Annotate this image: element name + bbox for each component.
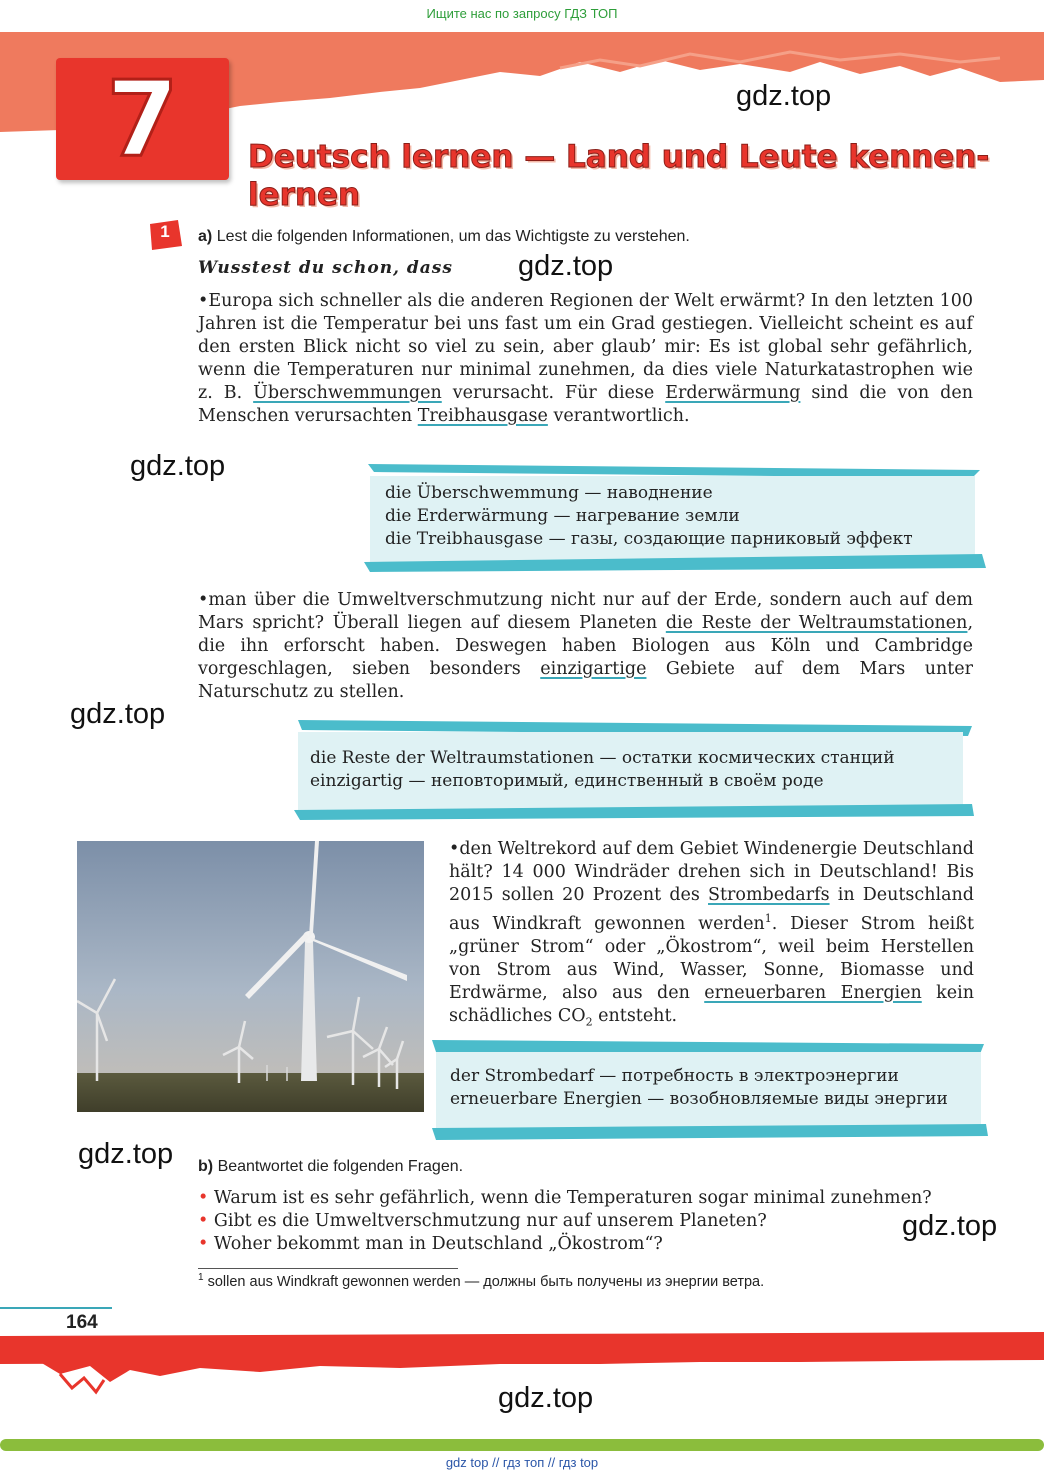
watermark: gdz.top — [498, 1382, 594, 1414]
section-subtitle: Wusstest du schon, dass — [198, 258, 453, 278]
question-text: Woher bekommt man in Deutschland „Ökostrom“? — [213, 1234, 663, 1254]
watermark: gdz.top — [130, 450, 226, 482]
task-a-label: a) — [198, 228, 213, 245]
vocab-term: Erderwärmung — [665, 383, 801, 403]
paragraph-wind — [449, 838, 974, 1033]
watermark: gdz.top — [518, 250, 614, 282]
page-number: 164 — [66, 1312, 98, 1333]
question-text: Warum ist es sehr gefährlich, wenn die Temperaturen sogar minimal zunehmen? — [213, 1188, 932, 1208]
vocab-entry: einzigartig — неповторимый, единственный в своём роде — [310, 771, 824, 791]
paragraph-mars — [198, 589, 973, 704]
text: den Weltrekord auf dem Gebiet Windenergie Deutschland hält? 14 000 Windräder drehen sich in Deutschland! Bis 2015 sollen 20 Prozent des — [449, 839, 974, 905]
task-b-label: b) — [198, 1158, 214, 1175]
subscript: 2 — [585, 1015, 593, 1029]
watermark: gdz.top — [902, 1210, 998, 1242]
text: verursacht. Für diese — [441, 383, 666, 403]
vocab-term: einzigartige — [540, 659, 647, 679]
chapter-title — [248, 138, 1008, 214]
text: kein schädliches CO — [449, 982, 974, 1026]
bullet: • — [198, 590, 209, 610]
task-a-text: Lest die folgenden Informationen, um das Wichtigste zu verstehen. — [216, 228, 690, 245]
footnote-mark: 1 — [764, 912, 772, 925]
question-item — [198, 1187, 932, 1210]
wind-turbines-photo — [77, 841, 424, 1112]
exercise-number: 1 — [160, 222, 170, 241]
text: , die ihn erforscht haben. Deswegen haben Biologen aus Köln und Cambridge vorgeschlagen, sieben besonders — [198, 613, 974, 679]
vocab-entry: die Überschwemmung — наводнение — [385, 483, 713, 503]
text: sind die von den Menschen verursachten — [198, 383, 973, 426]
task-b — [198, 1158, 463, 1176]
text: verantwortlich. — [547, 406, 690, 426]
task-a — [198, 228, 690, 246]
top-search-hint[interactable]: Ищите нас по запросу ГДЗ ТОП — [426, 6, 618, 21]
vocab-box-1 — [385, 482, 913, 551]
bullet: • — [198, 1211, 209, 1231]
footer-band — [0, 1330, 1044, 1400]
task-b-text: Beantwortet die folgenden Fragen. — [217, 1158, 464, 1175]
footnote-divider — [198, 1268, 458, 1269]
vocab-term: Treibhausgase — [417, 406, 548, 426]
watermark: gdz.top — [736, 80, 832, 112]
vocab-entry: erneuerbare Energien — возобновляемые виды энергии — [450, 1089, 948, 1109]
watermark: gdz.top — [78, 1138, 174, 1170]
footer-green-strip — [0, 1439, 1044, 1451]
footnote — [198, 1272, 764, 1290]
vocab-entry: die Treibhausgase — газы, создающие парниковый эффект — [385, 529, 913, 549]
questions-list — [198, 1187, 932, 1256]
text: in Deutschland aus Windkraft gewonnen werden — [449, 885, 974, 934]
vocab-entry: die Reste der Weltraumstationen — остатки космических станций — [310, 748, 895, 768]
vocab-term: die Reste der Weltraumstationen — [665, 613, 968, 633]
text: Gebiete auf dem Mars unter Naturschutz zu stellen. — [198, 659, 973, 702]
text: man über die Umweltverschmutzung nicht nur auf der Erde, sondern auch auf dem Mars spricht? Überall liegen auf diesem Planeten — [198, 590, 973, 633]
watermark: gdz.top — [70, 698, 166, 730]
chapter-title-line2: lernen — [248, 177, 361, 213]
vocab-entry: die Erderwärmung — нагревание земли — [385, 506, 740, 526]
bullet: • — [198, 1234, 209, 1254]
text: Europa sich schneller als die anderen Regionen der Welt erwärmt? In den letzten 100 Jahren ist die Temperatur bei uns fast um ein Grad gestiegen. Vielleicht scheint es auf den ersten Blick nicht so viel zu sein, aber glaub’ mir: Es ist global sehr gefährlich, wenn die Temperaturen nur minimal zunehmen, da dies viele Naturkatastrophen wie z. B. — [198, 291, 973, 403]
question-item — [198, 1210, 932, 1233]
bottom-links[interactable]: gdz top // гдз топ // гдз top — [445, 1455, 599, 1470]
vocab-term: erneuerbaren Energien — [704, 982, 922, 1003]
bullet: • — [198, 1188, 209, 1208]
chapter-title-line1: Deutsch lernen — Land und Leute kennen- — [248, 139, 990, 175]
footnote-text: sollen aus Windkraft gewonnen werden — должны быть получены из энергии ветра. — [207, 1273, 765, 1290]
text: . Dieser Strom heißt „grüner Strom“ oder „Ökostrom“, weil beim Herstellen von Strom aus Wind, Wasser, Sonne, Biomasse und Erdwärme, also aus den — [449, 913, 974, 1003]
vocab-box-2 — [310, 747, 895, 793]
bullet: • — [198, 291, 209, 311]
text: entsteht. — [592, 1005, 678, 1026]
question-item — [198, 1233, 932, 1256]
footnote-mark: 1 — [198, 1272, 204, 1283]
vocab-term: Überschwemmungen — [253, 383, 442, 403]
paragraph-europe — [198, 290, 973, 428]
vocab-entry: der Strombedarf — потребность в электроэнергии — [450, 1066, 899, 1086]
vocab-box-3 — [450, 1065, 948, 1111]
question-text: Gibt es die Umweltverschmutzung nur auf unserem Planeten? — [213, 1211, 767, 1231]
page-number-rule — [0, 1307, 112, 1309]
bullet: • — [449, 839, 460, 859]
chapter-number: 7 — [106, 58, 179, 180]
vocab-term: Strombedarfs — [708, 885, 830, 905]
